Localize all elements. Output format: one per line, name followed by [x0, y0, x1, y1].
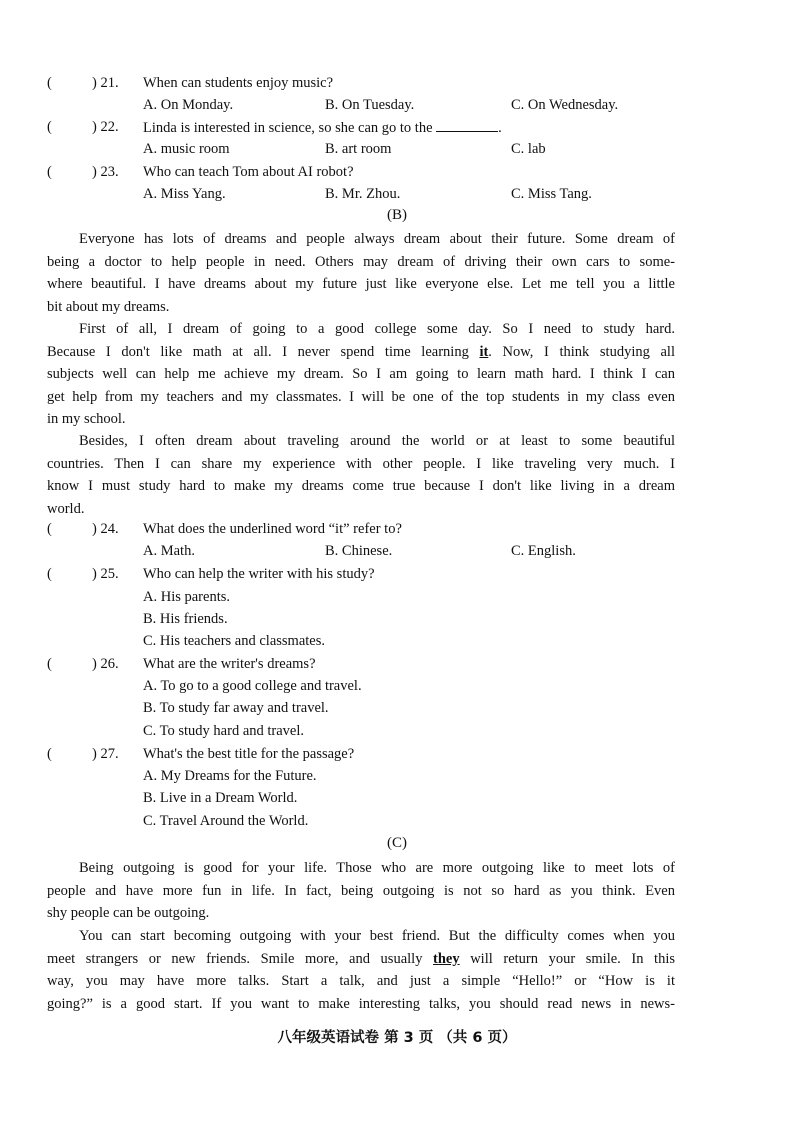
passage-b-paragraph-3	[47, 430, 675, 520]
text-line: people and have more fun in life. In fact, being outgoing is not so hard as you think. Even	[47, 882, 675, 899]
text-line: countries. Then I can share my experience with other people. I like traveling very much. I	[47, 455, 675, 472]
option-c: C. His teachers and classmates.	[143, 633, 326, 649]
question-number: ) 26.	[92, 656, 119, 672]
question-text: When can students enjoy music?	[143, 75, 334, 91]
option-a: A. My Dreams for the Future.	[143, 768, 317, 784]
question-26	[0, 656, 794, 678]
text-line: First of all, I dream of going to a good college some day. So I need to study hard.	[79, 321, 675, 337]
text-line: Everyone has lots of dreams and people always dream about their future. Some dream of	[79, 231, 675, 247]
option-a: A. Miss Yang.	[143, 186, 226, 202]
underlined-word-it: it	[479, 343, 489, 360]
text-line: You can start becoming outgoing with your best friend. But the difficulty comes when you	[79, 928, 675, 944]
option-c: C. On Wednesday.	[511, 97, 619, 113]
text-line: bit about my dreams.	[47, 298, 170, 315]
question-text: Linda is interested in science, so she can go to the .	[143, 120, 502, 136]
option-a: A. To go to a good college and travel.	[143, 678, 362, 694]
option-b: B. Mr. Zhou.	[325, 186, 401, 202]
option-c: C. To study hard and travel.	[143, 723, 305, 739]
question-number: ) 25.	[92, 566, 119, 582]
text-line: being a doctor to help people in need. Others may dream of driving their own cars to some-	[47, 253, 675, 270]
text-line: know I must study hard to make my dreams come true because I don't like living in a dream	[47, 478, 675, 495]
option-b: B. Live in a Dream World.	[143, 790, 298, 806]
question-number: ) 22.	[92, 119, 119, 135]
question-text: What are the writer's dreams?	[143, 656, 316, 672]
question-22-options	[0, 141, 794, 163]
option-a: A. On Monday.	[143, 97, 234, 113]
option-b: B. To study far away and travel.	[143, 700, 329, 716]
option-c: C. Travel Around the World.	[143, 813, 309, 829]
section-heading-c: (C)	[387, 835, 407, 851]
option-c: C. English.	[511, 543, 576, 559]
text-line: shy people can be outgoing.	[47, 905, 210, 922]
question-21-options	[0, 97, 794, 119]
option-b: B. On Tuesday.	[325, 97, 415, 113]
question-23	[0, 164, 794, 186]
section-heading-b: (B)	[387, 207, 407, 223]
answer-paren[interactable]: (	[47, 75, 52, 91]
underlined-word-they: they	[433, 950, 460, 967]
answer-paren[interactable]: (	[47, 746, 52, 762]
option-b: B. art room	[325, 141, 392, 157]
text-line: meet strangers or new friends. Smile more, and usually they will return your smile. In this	[47, 950, 675, 967]
page-footer: 八年级英语试卷 第 3 页 （共 6 页）	[277, 1030, 517, 1046]
option-a: A. music room	[143, 141, 230, 157]
question-25	[0, 566, 794, 588]
text-line: Besides, I often dream about traveling around the world or at least to some beautiful	[79, 433, 675, 449]
text-line: in my school.	[47, 411, 126, 428]
text-line: way, you may have more talks. Start a talk, and just a simple “Hello!” or “How is it	[47, 973, 675, 990]
text-line: going?” is a good start. If you want to make interesting talks, you should read news in news-	[47, 995, 675, 1012]
question-number: ) 23.	[92, 164, 119, 180]
option-a: A. Math.	[143, 543, 195, 559]
question-22	[0, 119, 794, 141]
question-number: ) 27.	[92, 746, 119, 762]
answer-paren[interactable]: (	[47, 119, 52, 135]
passage-b-paragraph-2	[47, 318, 675, 431]
question-24	[0, 521, 794, 543]
option-b: B. His friends.	[143, 611, 228, 627]
text-line: world.	[47, 500, 85, 517]
question-23-options	[0, 186, 794, 208]
passage-c-paragraph-2	[47, 925, 675, 1015]
passage-c-paragraph-1	[47, 857, 675, 925]
question-text: What's the best title for the passage?	[143, 746, 355, 762]
answer-blank[interactable]	[436, 119, 498, 132]
text-line: Because I don't like math at all. I never spend time learning it. Now, I think studying all	[47, 343, 675, 360]
text-line: Being outgoing is good for your life. Those who are more outgoing like to meet lots of	[79, 860, 675, 876]
text-line: subjects well can help me achieve my dream. So I am going to learn math hard. I think I can	[47, 366, 675, 383]
answer-paren[interactable]: (	[47, 164, 52, 180]
question-21	[0, 75, 794, 97]
text-line: where beautiful. I have dreams about my future just like everyone else. Let me tell you a little	[47, 276, 675, 293]
question-text: Who can teach Tom about AI robot?	[143, 164, 354, 180]
question-number: ) 24.	[92, 521, 119, 537]
answer-paren[interactable]: (	[47, 656, 52, 672]
question-number: ) 21.	[92, 75, 119, 91]
question-27	[0, 746, 794, 768]
text-line: get help from my teachers and my classmates. I will be one of the top students in my class even	[47, 388, 675, 405]
option-a: A. His parents.	[143, 589, 230, 605]
option-b: B. Chinese.	[325, 543, 393, 559]
passage-b-paragraph-1	[47, 228, 675, 318]
answer-paren[interactable]: (	[47, 566, 52, 582]
question-24-options	[0, 543, 794, 565]
answer-paren[interactable]: (	[47, 521, 52, 537]
question-text: Who can help the writer with his study?	[143, 566, 375, 582]
option-c: C. lab	[511, 141, 546, 157]
question-text: What does the underlined word “it” refer to?	[143, 521, 402, 537]
option-c: C. Miss Tang.	[511, 186, 592, 202]
